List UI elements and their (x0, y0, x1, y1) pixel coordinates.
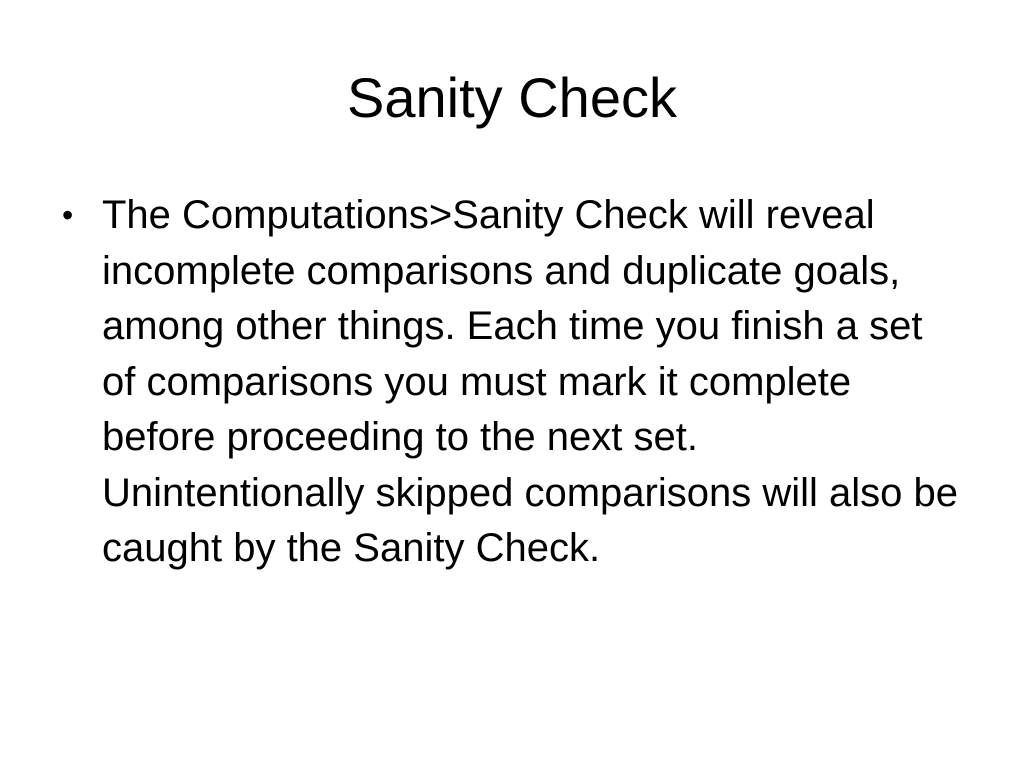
bullet-marker-icon: • (62, 197, 74, 233)
bullet-text: The Computations>Sanity Check will reveal incomplete comparisons and duplicate goals, among other things. Each time you finish a set of comparisons you must mark it complete before proceeding to the next set. Unintentionally skipped comparisons will also be caught by the Sanity Check. (102, 193, 958, 570)
bullet-list (62, 188, 962, 577)
bullet-item (62, 188, 962, 577)
slide-title: Sanity Check (347, 66, 677, 129)
